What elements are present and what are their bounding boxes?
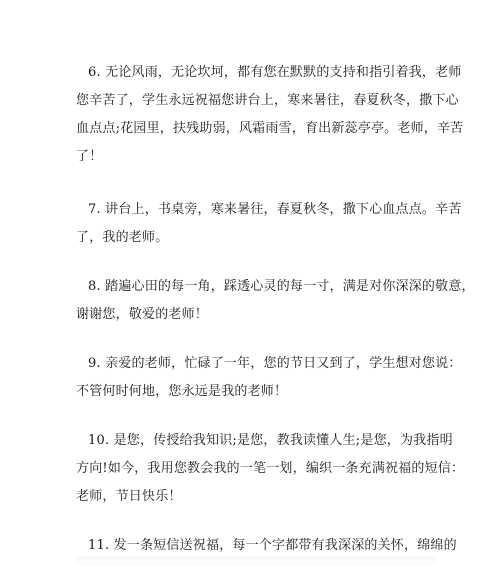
paragraph-7-line-2: 了，我的老师。 [76,230,169,245]
paragraph-9-line-2: 不管何时何地，您永远是我的老师！ [76,384,288,399]
cutoff-overlay [76,556,436,566]
paragraph-11-line-1: 11. 发一条短信送祝福，每一个字都带有我深深的关怀，绵绵的 [88,538,457,553]
paragraph-6-line-1: 6. 无论风雨，无论坎坷，都有您在默默的支持和指引着我，老师 [88,65,462,80]
paragraph-9-line-1: 9. 亲爱的老师，忙碌了一年，您的节日又到了，学生想对您说： [88,356,462,371]
paragraph-10-line-1: 10. 是您，传授给我知识;是您，教我读懂人生;是您，为我指明 [88,433,453,448]
paragraph-8-line-1: 8. 踏遍心田的每一角，踩透心灵的每一寸，满是对你深深的敬意， [88,279,475,294]
paragraph-8-line-2: 谢谢您，敬爱的老师！ [76,307,209,322]
paragraph-10-line-3: 老师，节日快乐！ [76,489,182,504]
paragraph-6-line-3: 血点点;花园里，扶残助弱，风霜雨雪，育出新蕊亭亭。老师，辛苦 [76,121,464,136]
paragraph-6-line-2: 您辛苦了，学生永远祝福您讲台上，寒来暑往，春夏秋冬，撒下心 [76,93,459,108]
paragraph-7-line-1: 7. 讲台上，书桌旁，寒来暑往，春夏秋冬，撒下心血点点。辛苦 [88,202,462,217]
page-bottom-fade [76,556,436,566]
paragraph-6-line-4: 了！ [76,149,103,164]
paragraph-10-line-2: 方向!如今，我用您教会我的一笔一划，编织一条充满祝福的短信： [76,461,465,476]
